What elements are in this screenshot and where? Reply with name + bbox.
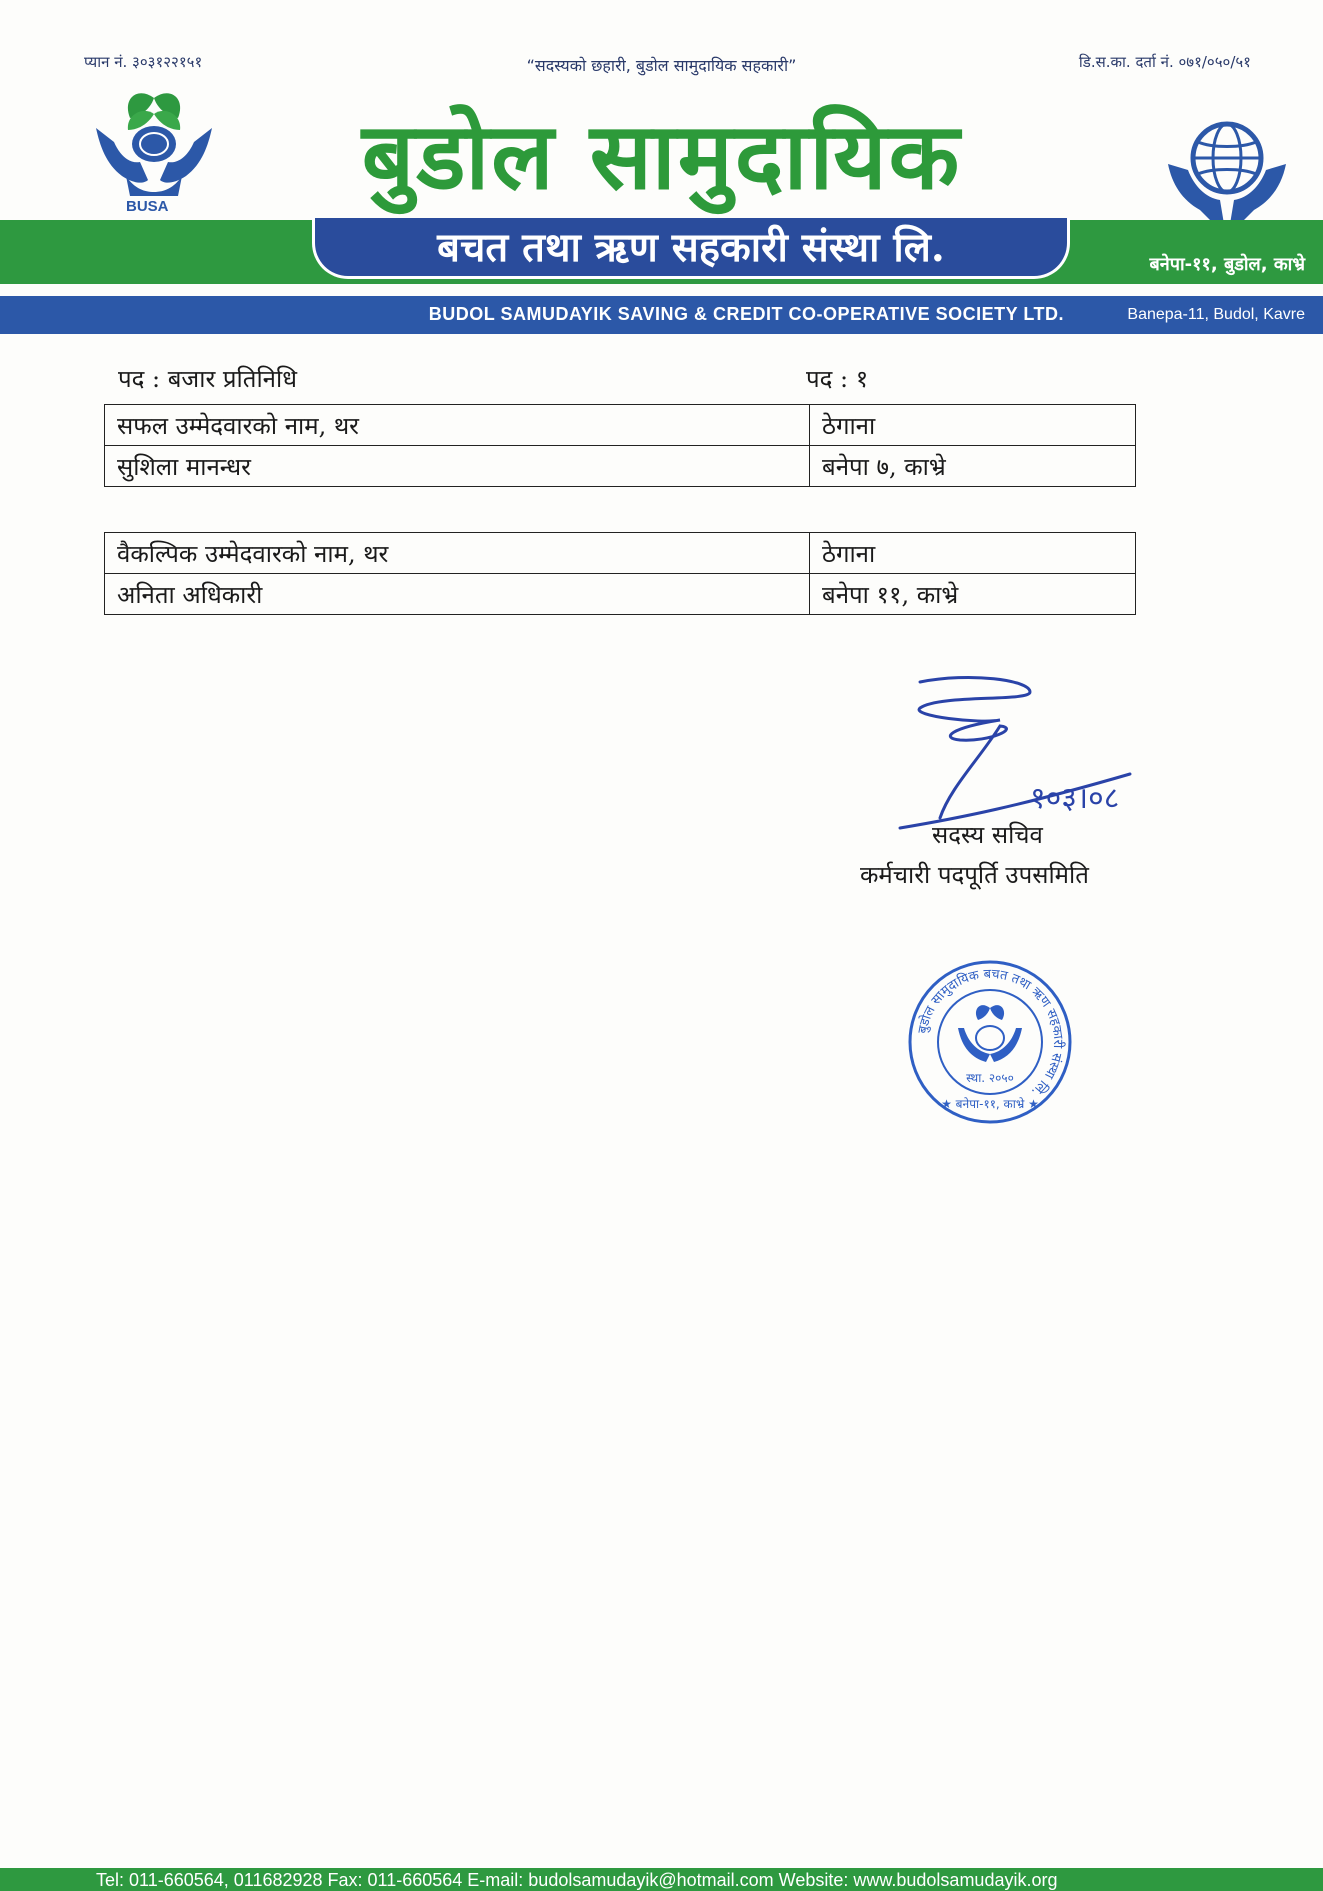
pan-number: प्यान नं. ३०३१२२१५१	[84, 53, 203, 71]
candidate-name-cell: अनिता अधिकारी	[105, 574, 810, 615]
header-name-cell: सफल उम्मेदवारको नाम, थर	[105, 405, 810, 446]
post-count: पद : १	[806, 365, 869, 393]
organization-subtitle-nepali: बचत तथा ऋण सहकारी संस्था लि.	[437, 224, 945, 271]
header-address-cell: ठेगाना	[810, 405, 1136, 446]
header-name-cell: वैकल्पिक उम्मेदवारको नाम, थर	[105, 533, 810, 574]
table-row	[105, 446, 1136, 487]
motto: “सदस्यको छहारी, बुडोल सामुदायिक सहकारी”	[526, 56, 797, 75]
alternate-candidate-table	[104, 532, 1136, 615]
signatory-committee: कर्मचारी पदपूर्ति उपसमिति	[860, 861, 1089, 889]
table-header-row	[105, 533, 1136, 574]
address-nepali: बनेपा-११, बुडोल, काभ्रे	[1149, 254, 1305, 275]
header-address-cell: ठेगाना	[810, 533, 1136, 574]
signatory-title: सदस्य सचिव	[932, 821, 1043, 849]
footer-contact: Tel: 011-660564, 011682928 Fax: 011-660564 E-mail: budolsamudayik@hotmail.com Website: www.budolsamudayik.org	[96, 1870, 1058, 1890]
successful-candidate-table	[104, 404, 1136, 487]
busa-logo-label: BUSA	[126, 198, 169, 215]
stamp-established: स्था. २०५०	[966, 1071, 1014, 1085]
table-header-row	[105, 405, 1136, 446]
handwritten-date: १०३।०८	[1030, 781, 1120, 816]
address-english: Banepa-11, Budol, Kavre	[1127, 306, 1305, 323]
candidate-address-cell: बनेपा ७, काभ्रे	[810, 446, 1136, 487]
candidate-address-cell: बनेपा ११, काभ्रे	[810, 574, 1136, 615]
table-row	[105, 574, 1136, 615]
svg-text:बुडोल सामुदायिक बचत तथा ऋण सहक: बुडोल सामुदायिक बचत तथा ऋण सहकारी संस्था लि.	[915, 966, 1066, 1100]
registration-number: डि.स.का. दर्ता नं. ०७१/०५०/५१	[1078, 53, 1251, 71]
handwritten-signature	[880, 668, 1160, 838]
stamp-place: ★ बनेपा-११, काभ्रे ★	[941, 1097, 1039, 1111]
official-stamp	[906, 958, 1074, 1126]
candidate-name-cell: सुशिला मानन्धर	[105, 446, 810, 487]
post-title: पद : बजार प्रतिनिधि	[118, 365, 297, 393]
organization-name-english: BUDOL SAMUDAYIK SAVING & CREDIT CO-OPERATIVE SOCIETY LTD.	[428, 304, 1064, 324]
organization-name-nepali: बुडोल सामुदायिक	[361, 102, 962, 210]
